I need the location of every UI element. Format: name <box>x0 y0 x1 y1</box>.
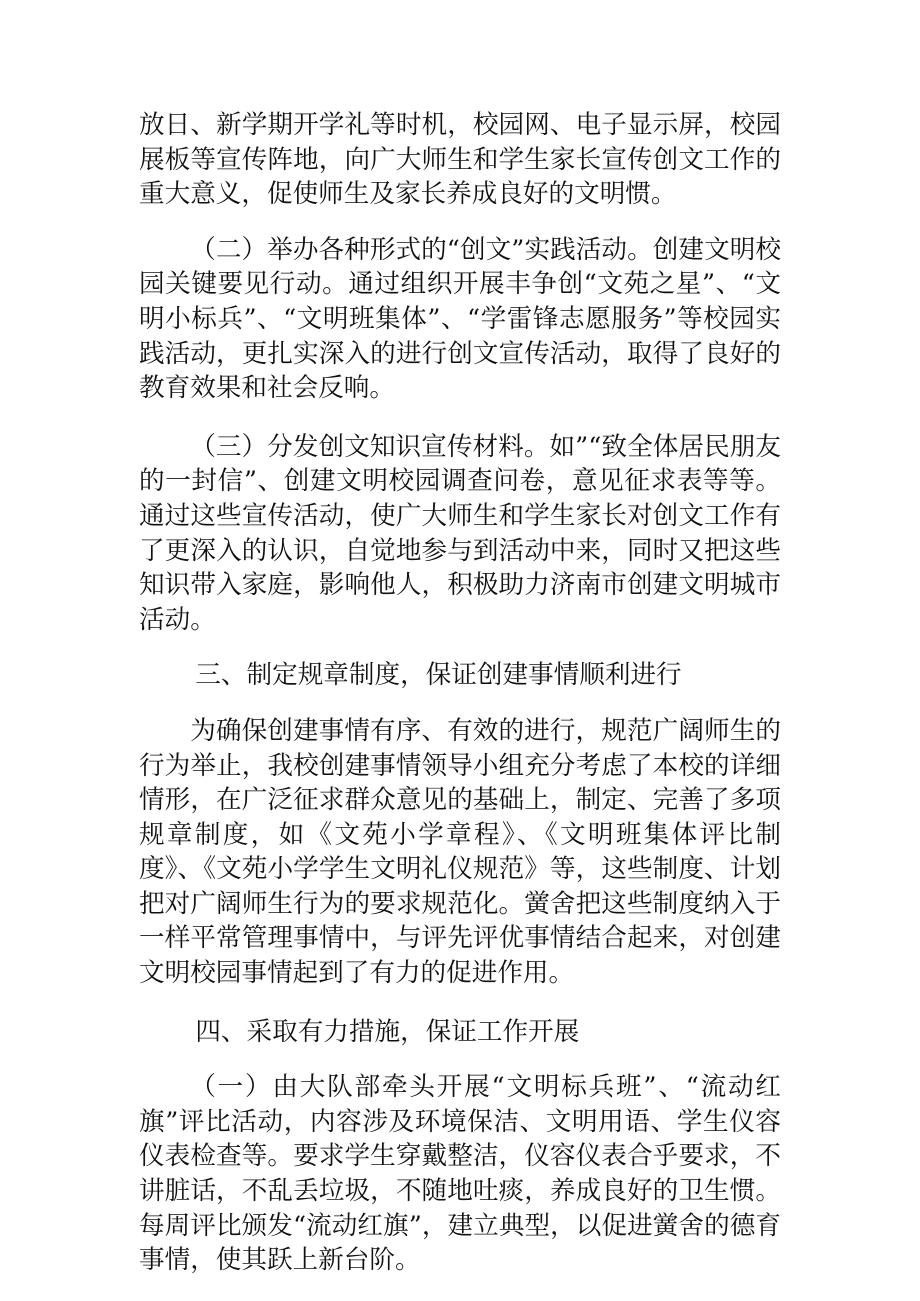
paragraph-regulations: 为确保创建事情有序、有效的进行，规范广阔师生的行为举止，我校创建事情领导小组充分考虑了本校的详细情形，在广泛征求群众意见的基础上，制定、完善了多项规章制度，如《文苑小学章程》、《文明班集体评比制度》、《文苑小学学生文明礼仪规范》等，这些制度、计划把对广阔师生行为的要求规范化。黉舍把这些制度纳入于一样平常管理事情中，与评先评优事情结合起来，对创建文明校园事情起到了有力的促进作用。 <box>139 715 781 989</box>
paragraph-measures-1: （一）由大队部牵头开展“文明标兵班”、“流动红旗”评比活动，内容涉及环境保洁、文明用语、学生仪容仪表检查等。要求学生穿戴整洁，仪容仪表合乎要求，不讲脏话，不乱丢垃圾，不随地吐痰，养成良好的卫生惯。每周评比颁发“流动红旗”，建立典型，以促进黉舍的德育事情，使其跃上新台阶。 <box>139 1072 781 1276</box>
paragraph-item-3: （三）分发创文知识宣传材料。如”“致全体居民朋友的一封信”、创建文明校园调查问卷，意见征求表等等。通过这些宣传活动，使广大师生和学生家长对创文工作有了更深入的认识，自觉地参与到活动中来，同时又把这些知识带入家庭，影响他人，积极助力济南市创建文明城市活动。 <box>139 431 781 635</box>
paragraph-continuation: 放日、新学期开学礼等时机，校园网、电子显示屏，校园展板等宣传阵地，向广大师生和学生家长宣传创文工作的重大意义，促使师生及家长养成良好的文明惯。 <box>139 110 781 210</box>
section-heading-4: 四、采取有力措施，保证工作开展 <box>195 1016 580 1047</box>
paragraph-item-2: （二）举办各种形式的“创文”实践活动。创建文明校园关键要见行动。通过组织开展丰争创“文苑之星”、“文明小标兵”、“文明班集体”、“学雷锋志愿服务”等校园实践活动，更扎实深入的进行创文宣传活动，取得了良好的教育效果和社会反响。 <box>139 234 781 404</box>
document-body <box>139 108 781 1278</box>
section-heading-3: 三、制定规章制度，保证创建事情顺利进行 <box>195 660 682 691</box>
